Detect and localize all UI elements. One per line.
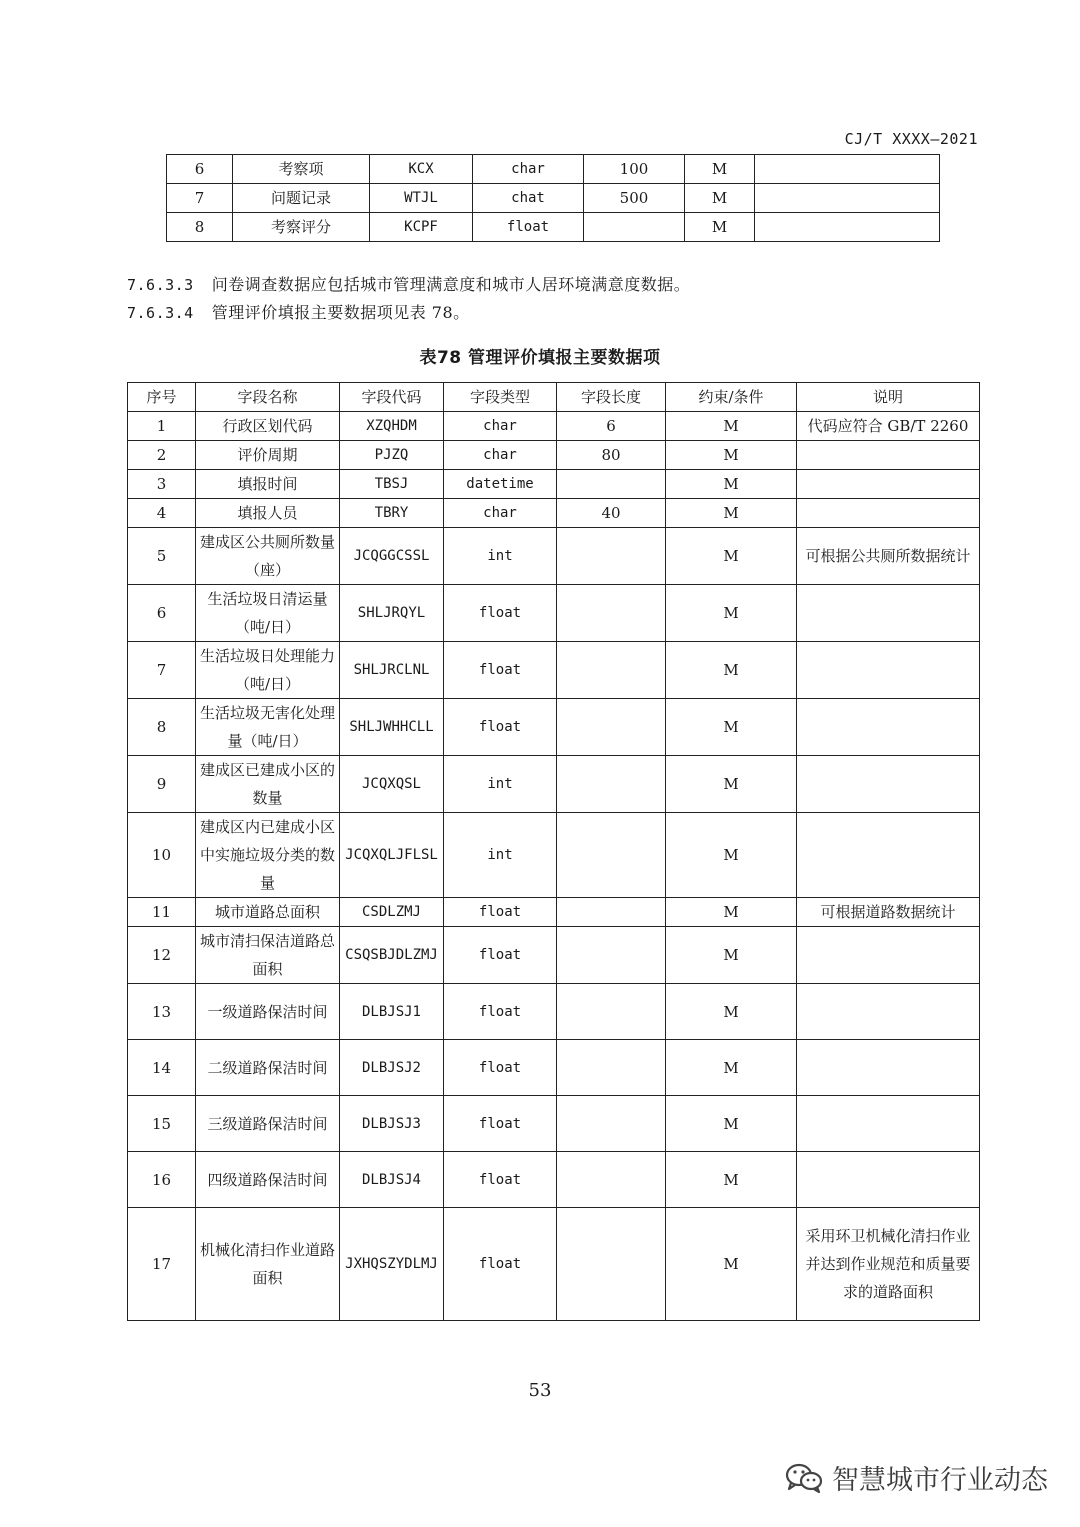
table-cell	[797, 470, 980, 499]
table-cell: datetime	[444, 470, 557, 499]
table-cell	[557, 1152, 666, 1208]
table-row	[128, 499, 980, 528]
table-cell: TBSJ	[340, 470, 444, 499]
table-top	[166, 154, 940, 242]
table-cell: KCPF	[370, 213, 473, 242]
clause-number: 7.6.3.4	[127, 304, 194, 322]
table-cell: float	[473, 213, 584, 242]
table-cell: 8	[167, 213, 233, 242]
table-cell: chat	[473, 184, 584, 213]
table-row	[167, 213, 940, 242]
table-cell: M	[666, 898, 797, 927]
table-cell: int	[444, 813, 557, 898]
table-row	[128, 441, 980, 470]
watermark	[784, 1458, 1048, 1497]
table-cell: 城市道路总面积	[196, 898, 340, 927]
table-cell: float	[444, 1096, 557, 1152]
table-cell: 考察项	[233, 155, 370, 184]
table-cell: float	[444, 699, 557, 756]
table-cell: M	[685, 184, 755, 213]
table-cell: 5	[128, 528, 196, 585]
table-cell: 1	[128, 412, 196, 441]
clause-text: 问卷调查数据应包括城市管理满意度和城市人居环境满意度数据。	[211, 275, 691, 294]
table-cell: 6	[557, 412, 666, 441]
table-cell: float	[444, 1152, 557, 1208]
table-cell: 生活垃圾无害化处理量（吨/日）	[196, 699, 340, 756]
table-cell: 9	[128, 756, 196, 813]
table-row	[128, 528, 980, 585]
standard-code: CJ/T XXXX—2021	[844, 130, 978, 148]
table-cell: 2	[128, 441, 196, 470]
clause-number: 7.6.3.3	[127, 276, 194, 294]
clause-text: 管理评价填报主要数据项见表 78。	[211, 303, 470, 322]
header-cell: 字段长度	[557, 383, 666, 412]
table-cell	[557, 927, 666, 984]
table-row	[128, 756, 980, 813]
table-cell: 15	[128, 1096, 196, 1152]
table-78	[127, 382, 980, 1321]
table-cell	[557, 1208, 666, 1321]
table-cell	[797, 984, 980, 1040]
watermark-text: 智慧城市行业动态	[832, 1465, 1048, 1496]
table-cell: 生活垃圾日清运量（吨/日）	[196, 585, 340, 642]
table-cell: int	[444, 756, 557, 813]
table-cell	[557, 642, 666, 699]
table-cell: M	[666, 585, 797, 642]
table-cell: 12	[128, 927, 196, 984]
table-cell: float	[444, 1040, 557, 1096]
table-cell: 可根据公共厕所数据统计	[797, 528, 980, 585]
table-cell: M	[666, 699, 797, 756]
table-row	[128, 1208, 980, 1321]
table-cell: 问题记录	[233, 184, 370, 213]
table-cell: XZQHDM	[340, 412, 444, 441]
table-cell: 6	[167, 155, 233, 184]
table-cell: KCX	[370, 155, 473, 184]
table-cell: 500	[584, 184, 685, 213]
table-cell	[557, 528, 666, 585]
table-cell	[797, 1040, 980, 1096]
header-cell: 字段名称	[196, 383, 340, 412]
table-cell: CSDLZMJ	[340, 898, 444, 927]
table-cell: 考察评分	[233, 213, 370, 242]
table-cell: float	[444, 984, 557, 1040]
table-cell: M	[685, 213, 755, 242]
table-cell: char	[473, 155, 584, 184]
table-cell: 代码应符合 GB/T 2260	[797, 412, 980, 441]
table-cell: WTJL	[370, 184, 473, 213]
table-cell	[557, 984, 666, 1040]
table-cell: 3	[128, 470, 196, 499]
table-cell	[797, 1152, 980, 1208]
table-cell: int	[444, 528, 557, 585]
table-cell: SHLJWHHCLL	[340, 699, 444, 756]
table-cell: 生活垃圾日处理能力（吨/日）	[196, 642, 340, 699]
table-cell: char	[444, 441, 557, 470]
table-cell	[797, 642, 980, 699]
clause-7-6-3-4	[127, 302, 470, 324]
clause-7-6-3-3	[127, 274, 690, 296]
table-cell: JXHQSZYDLMJ	[340, 1208, 444, 1321]
table-cell	[797, 927, 980, 984]
table-cell	[797, 441, 980, 470]
table-row	[128, 642, 980, 699]
table-cell	[797, 499, 980, 528]
table-cell: 7	[167, 184, 233, 213]
table-cell: 7	[128, 642, 196, 699]
table-cell: 10	[128, 813, 196, 898]
table-cell: JCQXQLJFLSL	[340, 813, 444, 898]
table-row	[128, 699, 980, 756]
table-cell: M	[666, 984, 797, 1040]
table-cell: 4	[128, 499, 196, 528]
header-cell: 序号	[128, 383, 196, 412]
table-cell: DLBJSJ1	[340, 984, 444, 1040]
table-cell	[584, 213, 685, 242]
table-cell: M	[666, 499, 797, 528]
table-cell: PJZQ	[340, 441, 444, 470]
table-cell: 建成区公共厕所数量（座）	[196, 528, 340, 585]
table-row	[128, 898, 980, 927]
table-cell	[797, 813, 980, 898]
table-cell: JCQGGCSSL	[340, 528, 444, 585]
table-cell: 14	[128, 1040, 196, 1096]
table-row	[128, 1096, 980, 1152]
table-cell: DLBJSJ2	[340, 1040, 444, 1096]
table-row	[128, 984, 980, 1040]
table-row	[128, 1040, 980, 1096]
table-cell: M	[666, 470, 797, 499]
table-cell: TBRY	[340, 499, 444, 528]
header-cell: 字段类型	[444, 383, 557, 412]
table-cell: 16	[128, 1152, 196, 1208]
table-cell: float	[444, 1208, 557, 1321]
table-cell: 一级道路保洁时间	[196, 984, 340, 1040]
table-cell	[797, 699, 980, 756]
table-cell: 17	[128, 1208, 196, 1321]
table-cell: 8	[128, 699, 196, 756]
table-cell: SHLJRCLNL	[340, 642, 444, 699]
table-cell	[557, 585, 666, 642]
table-cell: M	[666, 813, 797, 898]
table-cell: DLBJSJ4	[340, 1152, 444, 1208]
table-cell: M	[666, 756, 797, 813]
table-cell: M	[666, 528, 797, 585]
table-row	[128, 470, 980, 499]
table-cell: char	[444, 499, 557, 528]
table-row	[128, 927, 980, 984]
table-cell: 行政区划代码	[196, 412, 340, 441]
table-cell: 评价周期	[196, 441, 340, 470]
table-cell: float	[444, 898, 557, 927]
table-header-row	[128, 383, 980, 412]
header-cell: 说明	[797, 383, 980, 412]
table-cell: JCQXQSL	[340, 756, 444, 813]
table-cell: 40	[557, 499, 666, 528]
table-cell: 机械化清扫作业道路面积	[196, 1208, 340, 1321]
table-cell	[755, 213, 940, 242]
table-cell: 采用环卫机械化清扫作业并达到作业规范和质量要求的道路面积	[797, 1208, 980, 1321]
table-cell: char	[444, 412, 557, 441]
table-cell: SHLJRQYL	[340, 585, 444, 642]
table-cell: 填报时间	[196, 470, 340, 499]
table-cell: 城市清扫保洁道路总面积	[196, 927, 340, 984]
table-row	[167, 155, 940, 184]
table-cell: 三级道路保洁时间	[196, 1096, 340, 1152]
table-cell: 13	[128, 984, 196, 1040]
table-cell: M	[666, 412, 797, 441]
table-cell	[557, 756, 666, 813]
table-row	[128, 1152, 980, 1208]
table-cell: float	[444, 927, 557, 984]
table-cell: M	[685, 155, 755, 184]
table-78-title: 表78 管理评价填报主要数据项	[419, 348, 661, 368]
table-cell: DLBJSJ3	[340, 1096, 444, 1152]
table-row	[167, 184, 940, 213]
table-cell: 可根据道路数据统计	[797, 898, 980, 927]
table-cell	[797, 756, 980, 813]
table-cell: M	[666, 441, 797, 470]
table-cell: M	[666, 1208, 797, 1321]
table-cell: M	[666, 1096, 797, 1152]
table-cell	[557, 699, 666, 756]
table-cell: M	[666, 1040, 797, 1096]
table-cell: M	[666, 927, 797, 984]
table-row	[128, 585, 980, 642]
table-cell: 80	[557, 441, 666, 470]
page-number: 53	[528, 1380, 552, 1401]
table-cell	[797, 1096, 980, 1152]
table-cell: 建成区已建成小区的数量	[196, 756, 340, 813]
table-cell	[797, 585, 980, 642]
table-cell	[557, 813, 666, 898]
table-cell	[557, 898, 666, 927]
table-cell: 填报人员	[196, 499, 340, 528]
table-cell: M	[666, 642, 797, 699]
table-cell: 100	[584, 155, 685, 184]
table-cell: float	[444, 642, 557, 699]
table-cell: float	[444, 585, 557, 642]
table-cell	[557, 1040, 666, 1096]
table-cell: 建成区内已建成小区中实施垃圾分类的数量	[196, 813, 340, 898]
header-cell: 约束/条件	[666, 383, 797, 412]
table-cell: 11	[128, 898, 196, 927]
table-cell: 四级道路保洁时间	[196, 1152, 340, 1208]
table-row	[128, 813, 980, 898]
table-cell	[755, 184, 940, 213]
table-cell: 6	[128, 585, 196, 642]
table-cell: CSQSBJDLZMJ	[340, 927, 444, 984]
table-cell: 二级道路保洁时间	[196, 1040, 340, 1096]
wechat-icon	[784, 1461, 824, 1495]
table-cell: M	[666, 1152, 797, 1208]
table-cell	[755, 155, 940, 184]
table-cell	[557, 470, 666, 499]
header-cell: 字段代码	[340, 383, 444, 412]
table-cell	[557, 1096, 666, 1152]
table-row	[128, 412, 980, 441]
